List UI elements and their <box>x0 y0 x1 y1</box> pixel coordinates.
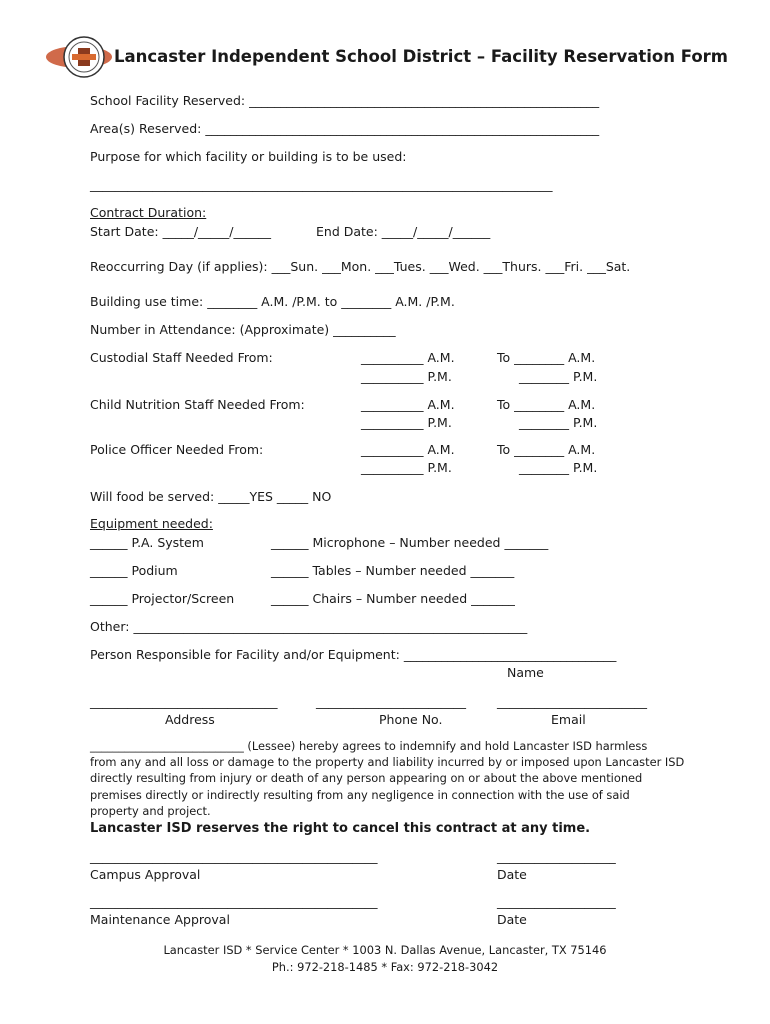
footer-address: Lancaster ISD * Service Center * 1003 N. Dallas Avenue, Lancaster, TX 75146 <box>163 943 607 957</box>
maintenance-date-line[interactable]: ___________________ <box>497 894 616 909</box>
staff-from-am[interactable]: __________ A.M. <box>361 397 455 412</box>
district-logo <box>44 34 114 80</box>
address-line[interactable]: ______________________________ <box>90 694 278 709</box>
staff-from-am[interactable]: __________ A.M. <box>361 350 455 365</box>
equipment-pa-system[interactable]: ______ P.A. System <box>90 535 204 550</box>
campus-date-line[interactable]: ___________________ <box>497 849 616 864</box>
indemnify-line: directly resulting from injury or death of any person appearing on or about the above mentioned <box>90 771 643 785</box>
responsible-person-field[interactable]: Person Responsible for Facility and/or Equipment: __________________________________ <box>90 647 617 662</box>
maintenance-signature-line[interactable]: ______________________________________________ <box>90 894 378 909</box>
staff-label: Child Nutrition Staff Needed From: <box>90 397 305 412</box>
food-served-field[interactable]: Will food be served: _____YES _____ NO <box>90 489 332 504</box>
contract-duration-heading: Contract Duration: <box>90 205 207 220</box>
indemnify-line: from any and all loss or damage to the property and liability incurred by or imposed upon Lancaster ISD <box>90 755 685 769</box>
staff-from-pm[interactable]: __________ P.M. <box>361 460 452 475</box>
equipment-tables[interactable]: ______ Tables – Number needed _______ <box>271 563 515 578</box>
maintenance-approval-label: Maintenance Approval <box>90 912 230 927</box>
attendance-field[interactable]: Number in Attendance: (Approximate) __________ <box>90 322 396 337</box>
staff-to-am[interactable]: To ________ A.M. <box>497 442 596 457</box>
staff-to-pm[interactable]: ________ P.M. <box>519 415 598 430</box>
building-use-time-field[interactable]: Building use time: ________ A.M. /P.M. to ________ A.M. /P.M. <box>90 294 455 309</box>
reoccurring-day-field[interactable]: Reoccurring Day (if applies): ___Sun. ___Mon. ___Tues. ___Wed. ___Thurs. ___Fri. ___Sat. <box>90 259 631 274</box>
areas-reserved-field[interactable]: Area(s) Reserved: _______________________________________________________________ <box>90 121 600 136</box>
equipment-heading: Equipment needed: <box>90 516 213 531</box>
staff-label: Custodial Staff Needed From: <box>90 350 273 365</box>
purpose-line[interactable]: __________________________________________________________________________ <box>90 177 553 192</box>
indemnify-line: premises directly or indirectly resulting from any negligence in connection with the use of said <box>90 788 630 802</box>
staff-to-am[interactable]: To ________ A.M. <box>497 397 596 412</box>
name-label: Name <box>507 665 544 680</box>
staff-from-pm[interactable]: __________ P.M. <box>361 369 452 384</box>
campus-signature-line[interactable]: ______________________________________________ <box>90 849 378 864</box>
other-field[interactable]: Other: _______________________________________________________________ <box>90 619 528 634</box>
staff-from-pm[interactable]: __________ P.M. <box>361 415 452 430</box>
campus-date-label: Date <box>497 867 527 882</box>
equipment-podium[interactable]: ______ Podium <box>90 563 178 578</box>
phone-label: Phone No. <box>379 712 443 727</box>
equipment-projector[interactable]: ______ Projector/Screen <box>90 591 235 606</box>
staff-to-pm[interactable]: ________ P.M. <box>519 460 598 475</box>
end-date-field[interactable]: End Date: _____/_____/______ <box>316 224 491 239</box>
email-line[interactable]: ________________________ <box>497 694 647 709</box>
email-label: Email <box>551 712 586 727</box>
footer-phone: Ph.: 972-218-1485 * Fax: 972-218-3042 <box>271 960 499 974</box>
indemnify-line: property and project. <box>90 804 211 818</box>
staff-to-am[interactable]: To ________ A.M. <box>497 350 596 365</box>
staff-from-am[interactable]: __________ A.M. <box>361 442 455 457</box>
phone-line[interactable]: ________________________ <box>316 694 466 709</box>
purpose-label: Purpose for which facility or building is to be used: <box>90 149 407 164</box>
address-label: Address <box>165 712 215 727</box>
equipment-chairs[interactable]: ______ Chairs – Number needed _______ <box>271 591 515 606</box>
maintenance-date-label: Date <box>497 912 527 927</box>
indemnify-line[interactable]: ___________________________ (Lessee) hereby agrees to indemnify and hold Lancaster ISD harmless <box>90 739 648 753</box>
form-title: Lancaster Independent School District – Facility Reservation Form <box>114 47 728 66</box>
cancel-notice: Lancaster ISD reserves the right to cancel this contract at any time. <box>90 821 591 836</box>
campus-approval-label: Campus Approval <box>90 867 201 882</box>
start-date-field[interactable]: Start Date: _____/_____/______ <box>90 224 271 239</box>
staff-label: Police Officer Needed From: <box>90 442 264 457</box>
equipment-microphone[interactable]: ______ Microphone – Number needed _______ <box>271 535 549 550</box>
staff-to-pm[interactable]: ________ P.M. <box>519 369 598 384</box>
school-facility-field[interactable]: School Facility Reserved: ________________________________________________________ <box>90 93 600 108</box>
